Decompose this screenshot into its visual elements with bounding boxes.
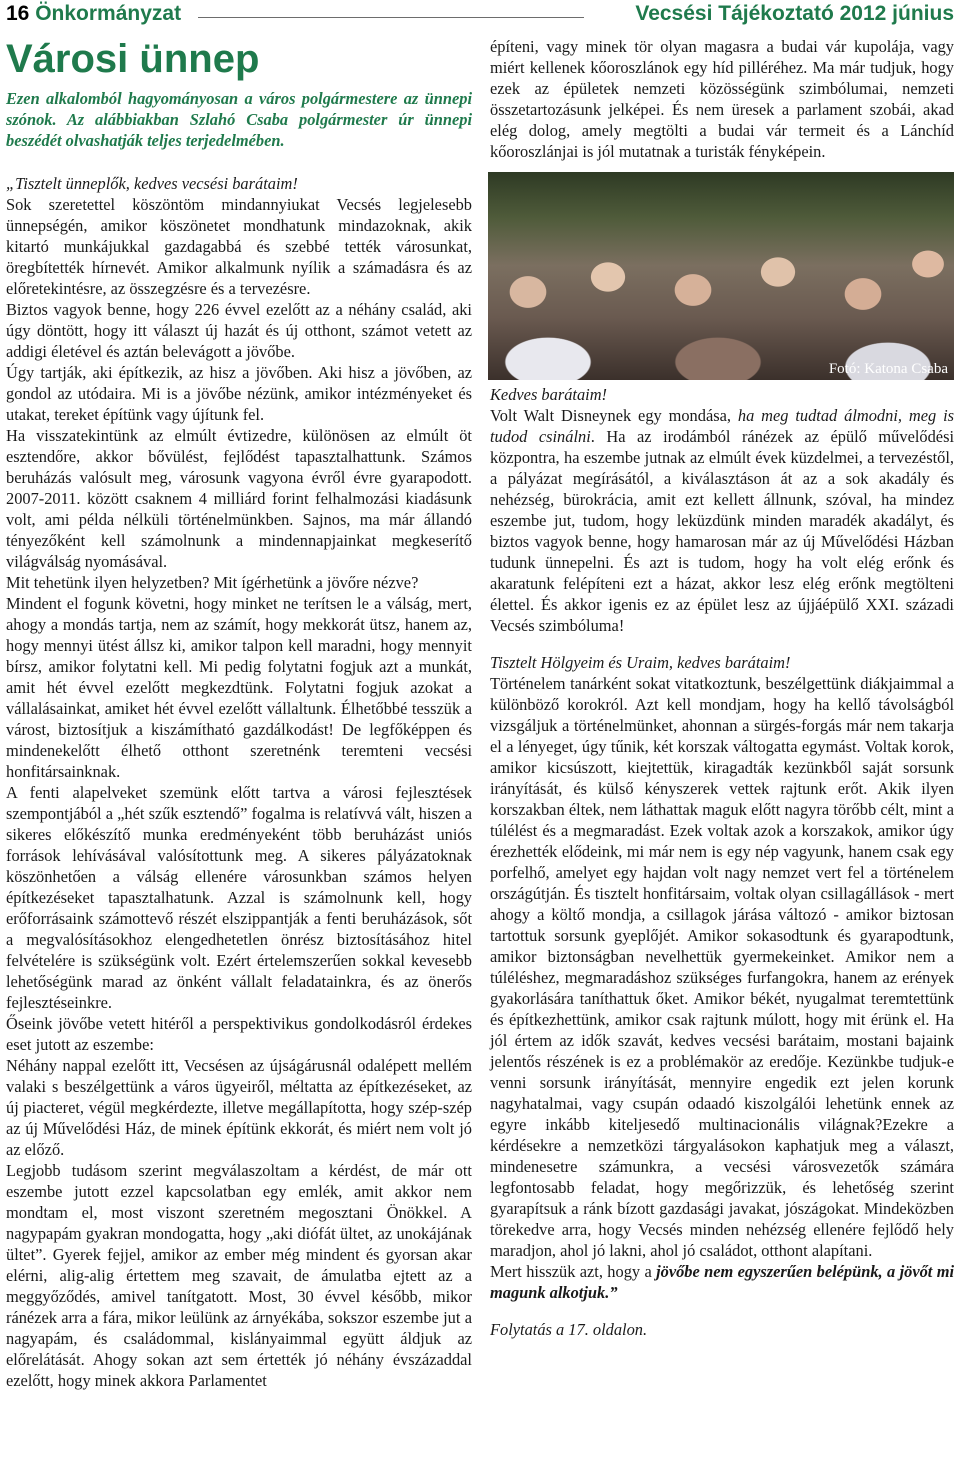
paragraph: Sok szeretettel köszöntöm mindannyiukat Vecsés legjelesebb ünnepségén, amikor köszönetet mondhatunk mindazoknak, akik kitartó munkájukkal gazdagabbá és szebbé tették városunkat, öregbítették hírnevét. Amikor alkalmunk nyílik a számadásra és az előretekintésre, az összegzésre és a tervezésre. [6,195,472,298]
continuation-note: Folytatás a 17. oldalon. [490,1320,648,1339]
event-photo [488,172,954,380]
paragraph: Úgy tartják, aki építkezik, az hisz a jövőben. Aki hisz a jövőben, az gondol az utódaira. Mi is a jövőbe nézünk, amikor intézményeket és utakat, tereket építünk vagy újítunk fel. [6,363,472,424]
text-run: Mert hisszük azt, hogy a [490,1262,657,1281]
salutation: Kedves barátaim! [490,385,607,404]
header-left [6,2,181,26]
paragraph: Mit tehetünk ilyen helyzetben? Mit ígérhetünk a jövőre nézve? [6,573,419,592]
right-column [490,36,954,1340]
paragraph-continued: építeni, vagy minek tör olyan magasra a budai vár kupolája, vagy miért kellenek kőoroszlánok egy híd pilléréhez. Ma már tudjuk, hogy ezek az épületek nemzeti közösségünk szimbólumai, nemzeti összetartozásunk jelképei. És nem üresek a parlament szobái, akad elég dolog, amely megtölti a budai vár termeit és a Lánchíd kőoroszlánjai is jól mutatnak a turisták fényképein. [490,37,954,161]
page-header [0,0,960,34]
closing-paragraph [490,1261,954,1303]
photo-credit: Fotó: Katona Csaba [828,361,948,377]
quote: ha meg tudtad álmodni, meg is tudod csinálni [490,406,954,446]
paragraph: Őseink jövőbe vetett hitéről a perspektivikus gondolkodásról érdekes eset jutott az eszembe: [6,1014,472,1054]
article-title: Városi ünnep [6,37,260,81]
text-run: Volt Walt Disneynek egy mondása, [490,406,738,425]
page-number: 16 [6,2,30,25]
paragraph: Történelem tanárként sokat vitatkoztunk, beszélgettünk diákjaimmal a különböző korokról. Azt kell mondjam, hogy ha kellő távolságból vizsgáljuk a történelmünket, ahonnan a sürgés-forgás már nem takarja el a lényeget, úgy tűnik, két korszak váltogatta egymást. Voltak korok, amikor kicsúszott, kiejtettük, kiragadták kezünkből saját sorsunk irányítását, és külső kényszerek vettek rajtunk erőt. Akik ilyen korszakban éltek, nem láthattak maguk előtt nagyra törőbb célt, mint a túlélést és a megmaradást. Ezek voltak azok a korszakok, amikor úgy érezhették elődeink, mi már nem is egy nép vagyunk, hanem csak egy porfelhő, amelyet egy hajdan volt nagy nemzet vert fel a történelem országútján. És tisztelt honfitársaim, voltak olyan csillagállások - mert ahogy a költő mondja, a csillagok járása változó - amikor biztosan tartottuk sorsunk gyeplőjét. Amikor sokasodtunk és gyarapodtunk, amikor biztonságban nevelhettük gyermekeinket. Amikor nem a túléléshez, megmaradáshoz szükséges furfangokra, hanem az erények gyakorlására taníthattuk őket. Amikor békét, nyugalmat teremtettünk és építkezhettünk, amikor csak rajtunk múlott, hogy mit érünk el. Ha jól értem az idők szavát, kedves vecsési barátaim, mostani bajaink jelentős részének is ez a problémakör az eredője. Kezünkbe tudjuk-e venni sorsunk irányítását, mennyire engedik ezt jelen korunk nagyhatalmai, vagy csupán odaadó kiszolgálói lehetünk ennek az egyre inkább kiteljesedő multinacionális világnak?Ezekre a kérdésekre a nemzetközi tárgyalásokon kaphatjuk meg a választ, mindenesetre számunkra, a vecsési városvezetők számára legfontosabb feladat, hogy megőrizzük, és lehetőség szerint gyarapítsuk a ránk bízott gazdasági javakat, jószágokat. Mindeközben törekedve arra, hogy Vecsés minden nehézség ellenére fejlődő hely maradjon, ahol jó lakni, ahol jó családot, otthont alapítani. [490,674,954,1260]
closing-quote: jövőbe nem egyszerűen belépünk, a jövőt mi magunk alkotjuk.” [490,1262,954,1302]
header-rule [198,17,584,18]
paragraph: Mindent el fogunk követni, hogy minket ne terítsen le a válság, mert, ahogy a mondás tartja, nem az számít, hogy mekkorát ütsz, hanem az, hogy mennyi ütést állsz ki, amikor talpon kell maradni, hogy mennyit bírsz, amikor folytatni kell. Mi pedig folytatni fogjuk azt a munkát, amit hét évvel ezelőtt megkezdtünk. Folytatni fogjuk azokat a vállalásainkat, amiket hét évvel ezelőtt vállaltunk. Élhetőbbé tesszük a várost, biztosítjuk a kiszámítható gazdálkodást! De legfőképpen és mindenekelőtt élhető otthont szeretnénk teremteni vecsési honfitársainknak. [6,594,472,781]
paragraph: Legjobb tudásom szerint megválaszoltam a kérdést, de már ott eszembe jutott ezzel kapcsolatban egy emlék, amit akkor nem mondtam el, most viszont szeretném megosztani Önökkel. A nagypapám gyakran mondogatta, hogy „aki diófát ültet, az unokájának ültet”. Gyerek fejjel, amikor az ember még mindent és gyorsan akar elérni, alig-alig értettem meg szavait, de ámulatba ejtett az a meggyőződés, amivel tanítgatott. Most, 30 évvel később, mikor ránézek arra a fára, mikor leülünk az árnyékába, sokszor eszembe jut a nagyapám, és családommal, kislányaimmal együtt áldjuk az előrelátását. Ahogy sokan azt sem értették jó néhány évszázaddal ezelőtt, hogy minek akkora Parlamentet [6,1161,472,1390]
paragraph: Néhány nappal ezelőtt itt, Vecsésen az újságárusnál odalépett mellém valaki s beszélgettünk a város ügyeiről, méltatta az építkezéseket, az új piacteret, végül megkérdezte, illetve megállapította, hogy szép-szép az új Művelődési Ház, de minek építünk ekkorát, és miért nem volt jó az előző. [6,1056,472,1159]
paragraph: Biztos vagyok benne, hogy 226 évvel ezelőtt az a néhány család, aki úgy döntött, hogy itt választ új hazát és új otthont, számot vetett az addigi életével és aztán belevágott a jövőbe. [6,300,472,361]
salutation: Tisztelt Hölgyeim és Uraim, kedves barátaim! [490,653,791,672]
article-lead: Ezen alkalomból hagyományosan a város polgármestere az ünnepi szónok. Az alábbiakban Szlahó Csaba polgármester úr ünnepi beszédét olvashatják teljes terjedelmében. [6,89,472,150]
publication-title: Vecsési Tájékoztató 2012 június [635,2,954,25]
paragraph [490,405,954,636]
section-name: Önkormányzat [35,2,182,25]
text-run: . Ha az irodámból ránézek az épülő művelődési központra, ha eszembe jutnak az elmúlt évek küzdelmei, a tervezéstől, a pályázat megírásától, a kiválasztáson át az a sok akadály és nehézség, bürokrácia, amit ezt kellett állnunk, szóval, ha mindez eszembe jut, tudom, hogy leküzdünk minden maradék akadályt, és biztos vagyok benne, hogy hamarosan már az új Művelődési Házban tudunk ünnepelni. És azt is tudom, hogy ha volt elég erőnk és akaratunk felépíteni ezt a házat, akkor lesz elég erőnk megtölteni élettel. És akkor igenis ez az épület lesz az újjáépülő XXI. századi Vecsés szimbóluma! [490,427,954,635]
left-column [6,36,472,1391]
salutation: „Tisztelt ünneplők, kedves vecsési barátaim! [6,174,298,193]
paragraph: Ha visszatekintünk az elmúlt évtizedre, különösen az elmúlt öt esztendőre, akkor bővülést, fejlődést tapasztalhattunk. Számos beruházás valósult meg, városunk vagyona évről évre gyarapodott. 2007-2011. között csaknem 4 milliárd forint felhalmozási kiadásunk volt, ami példa nélküli történelmünkben. Sajnos, ma már állandó tényezőként kell számolnunk a mindennapjainkat megkeserítő világválság nyomásával. [6,426,472,571]
paragraph: A fenti alapelveket szemünk előtt tartva a városi fejlesztések szempontjából a „hét szűk esztendő” fogalma is relatívvá vált, hiszen a sikeres előkészítő munka eredményeként több beruházást uniós források lehívásával valósítottunk meg. A sikeres pályázatoknak köszönhetően a válság ellenére városunkban számos helyen építkezéseket tapasztalhatunk. Azzal is számolnunk kell, hogy erőforrásaink számottevő részét elszippantják a fenti beruházások, sőt a megvalósításokhoz elengedhetetlen önrész biztosításához hitel felvételére is szükségünk volt. Ezért értelemszerűen sokkal kevesebb lehetőségünk marad az önként vállalt feladatainkra, és az önerős fejlesztéseinkre. [6,783,472,1012]
